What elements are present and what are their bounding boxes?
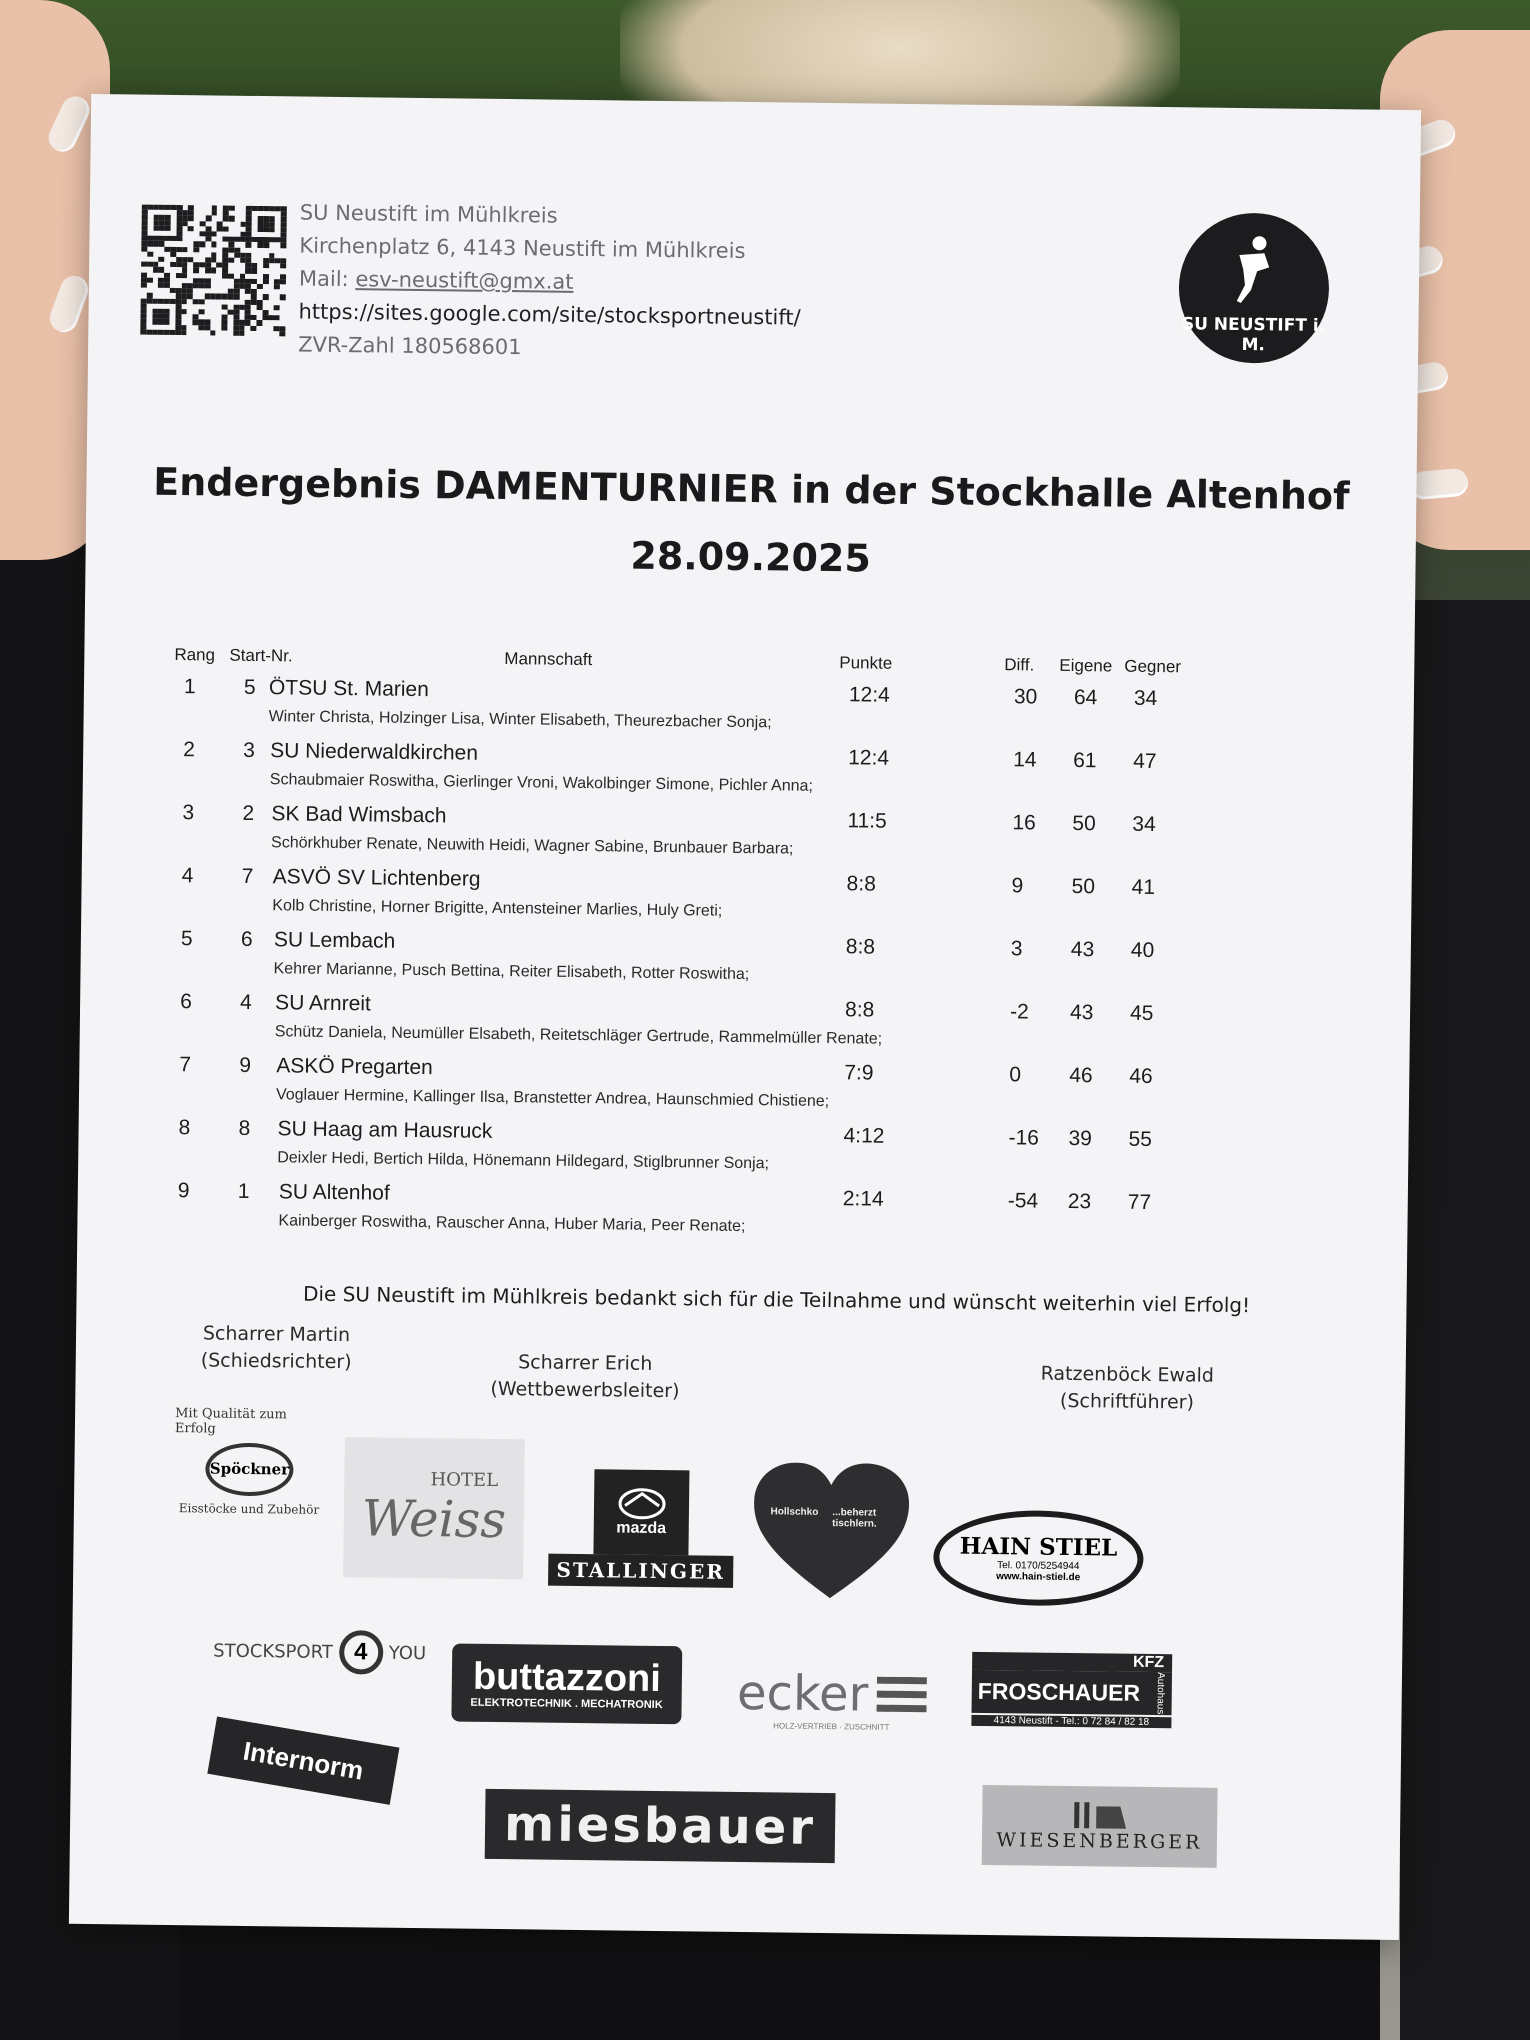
sponsor-wiesenberger <box>982 1785 1218 1868</box>
official-role: (Wettbewerbsleiter) <box>490 1377 680 1403</box>
cell-rang: 4 <box>181 864 194 888</box>
cell-start: 7 <box>241 864 254 888</box>
cell-team: ASKÖ Pregarten <box>276 1054 433 1080</box>
fingernail <box>1409 468 1469 501</box>
official-competition-lead <box>490 1349 680 1405</box>
cell-start: 3 <box>243 738 256 762</box>
official-secretary <box>1040 1361 1214 1417</box>
cell-start: 5 <box>243 675 256 699</box>
cell-team: SU Lembach <box>273 928 396 953</box>
cell-gegner: 47 <box>1133 749 1157 774</box>
cell-rang: 6 <box>180 990 192 1014</box>
sponsor-subtitle: Eisstöcke und Zubehör <box>178 1500 320 1517</box>
sponsor-miesbauer <box>485 1789 836 1863</box>
heart-icon <box>753 1462 910 1604</box>
cell-start: 9 <box>239 1053 252 1077</box>
cell-diff: 30 <box>1013 685 1038 709</box>
cell-start: 2 <box>242 801 255 825</box>
buttazzoni-sub: ELEKTROTECHNIK . MECHATRONIK <box>470 1696 663 1712</box>
froschauer-name: FROSCHAUER <box>977 1677 1141 1706</box>
cell-eigene: 50 <box>1071 874 1096 899</box>
thanks-message: Die SU Neustift im Mühlkreis bedankt sich für die Teilnahme und wünscht weiterhin viel Erfolg! <box>302 1281 1251 1318</box>
team-players: Voglauer Hermine, Kallinger Ilsa, Branstetter Andrea, Haunschmied Chistiene; <box>275 1086 830 1111</box>
sponsor-buttazzoni <box>451 1643 682 1724</box>
official-referee <box>201 1320 352 1376</box>
heart-right-text: ...beherzt tischlern. <box>832 1507 877 1530</box>
stocksport-label: STOCKSPORT <box>213 1640 333 1663</box>
sponsor-hotel-weiss <box>343 1437 525 1579</box>
fingernail <box>46 272 92 336</box>
hain-stiel-name: HAIN STIEL <box>959 1532 1118 1562</box>
cell-eigene: 61 <box>1073 748 1097 773</box>
cell-diff: 16 <box>1012 811 1036 835</box>
cell-punkte: 8:8 <box>845 935 876 959</box>
mazda-logo-icon <box>616 1487 666 1520</box>
cell-rang: 7 <box>179 1053 192 1077</box>
sponsor-hotel-label: HOTEL <box>430 1468 499 1491</box>
ecker-sub: HOLZ-VERTRIEB · ZUSCHNITT <box>773 1720 890 1732</box>
cell-eigene: 50 <box>1072 811 1096 836</box>
internorm-name: Internorm <box>241 1735 366 1786</box>
cell-team: SU Altenhof <box>278 1180 390 1205</box>
sponsor-hotel-name: Weiss <box>361 1488 507 1549</box>
froschauer-kfz: KFZ <box>972 1652 1172 1672</box>
cell-team: ASVÖ SV Lichtenberg <box>272 865 481 891</box>
cell-eigene: 43 <box>1069 1000 1094 1025</box>
official-role: (Schiedsrichter) <box>200 1349 352 1374</box>
org-address: Kirchenplatz 6, 4143 Neustift im Mühlkreis <box>299 233 746 263</box>
stocksport-4-badge: 4 <box>339 1630 384 1675</box>
sponsor-mazda-stallinger <box>548 1460 735 1597</box>
table-row <box>167 1179 1368 1257</box>
org-name: SU Neustift im Mühlkreis <box>299 200 558 228</box>
curler-figure-icon <box>1229 235 1275 306</box>
cell-team: SU Arnreit <box>274 991 371 1016</box>
cell-gegner: 45 <box>1129 1001 1154 1025</box>
results-table <box>167 645 1374 1257</box>
header-eigene: Eigene <box>1059 655 1113 676</box>
cell-gegner: 34 <box>1133 686 1158 711</box>
cell-punkte: 8:8 <box>846 872 876 896</box>
cell-rang: 1 <box>183 675 196 699</box>
header-punkte: Punkte <box>839 653 893 673</box>
org-contact-block <box>298 197 802 368</box>
mail-link: esv-neustift@gmx.at <box>355 267 574 294</box>
cell-punkte: 11:5 <box>847 809 887 833</box>
heart-left-text: Hollschko <box>770 1506 819 1518</box>
cell-gegner: 40 <box>1130 938 1155 962</box>
froschauer-info: 4143 Neustift - Tel.: 0 72 84 / 82 18 <box>971 1714 1171 1727</box>
official-name: Scharrer Erich <box>518 1351 653 1375</box>
cell-diff: -16 <box>1008 1126 1040 1150</box>
team-players: Deixler Hedi, Bertich Hilda, Hönemann Hildegard, Stiglbrunner Sonja; <box>277 1149 770 1173</box>
stocksport-you: YOU <box>388 1642 427 1664</box>
header-diff: Diff. <box>1004 655 1035 675</box>
cell-punkte: 2:14 <box>842 1187 884 1211</box>
page-date: 28.09.2025 <box>630 533 872 581</box>
team-players: Schütz Daniela, Neumüller Elsabeth, Reitetschläger Gertrude, Rammelmüller Renate; <box>274 1023 883 1048</box>
sponsor-internorm <box>207 1716 399 1804</box>
cell-eigene: 23 <box>1067 1189 1092 1214</box>
cell-punkte: 12:4 <box>848 683 890 707</box>
mazda-brand: mazda <box>616 1518 667 1537</box>
sponsor-hain-stiel <box>933 1509 1144 1607</box>
hain-stiel-web: www.hain-stiel.de <box>996 1571 1081 1584</box>
club-logo <box>1178 212 1330 364</box>
sponsor-froschauer <box>971 1650 1172 1730</box>
sponsor-spoeckner <box>174 1395 326 1527</box>
miesbauer-name: miesbauer <box>503 1796 817 1856</box>
sponsor-stocksport4you <box>202 1615 438 1688</box>
cell-start: 4 <box>240 990 252 1014</box>
org-zvr: ZVR-Zahl 180568601 <box>298 332 522 360</box>
cell-rang: 5 <box>180 927 193 951</box>
fingernail <box>44 92 94 156</box>
team-players: Kainberger Roswitha, Rauscher Anna, Huber Maria, Peer Renate; <box>278 1212 746 1236</box>
cell-team: ÖTSU St. Marien <box>268 676 429 702</box>
cell-rang: 2 <box>183 738 196 762</box>
cell-diff: 14 <box>1013 748 1037 772</box>
wiesenberger-name: WIESENBERGER <box>996 1829 1203 1854</box>
cell-diff: 9 <box>1011 874 1024 898</box>
result-sheet <box>69 94 1421 1940</box>
buttazzoni-name: buttazzoni <box>472 1655 662 1701</box>
official-name: Ratzenböck Ewald <box>1040 1362 1215 1387</box>
team-players: Winter Christa, Holzinger Lisa, Winter Elisabeth, Theurezbacher Sonja; <box>268 708 772 732</box>
cell-start: 8 <box>238 1116 251 1140</box>
official-role: (Schriftführer) <box>1059 1389 1195 1414</box>
mazda-badge <box>593 1469 689 1555</box>
official-name: Scharrer Martin <box>202 1322 351 1347</box>
hain-stiel-tel: Tel. 0170/5254944 <box>997 1560 1080 1573</box>
cell-start: 1 <box>237 1179 250 1203</box>
cell-punkte: 4:12 <box>843 1124 885 1148</box>
cell-eigene: 64 <box>1073 685 1098 710</box>
qr-code <box>140 205 287 337</box>
mazda-dealer: STALLINGER <box>548 1554 733 1588</box>
mail-label: Mail: <box>298 266 349 292</box>
cell-team: SK Bad Wimsbach <box>271 802 447 828</box>
cell-start: 6 <box>240 927 253 951</box>
team-players: Kolb Christine, Horner Brigitte, Antensteiner Marlies, Huly Greti; <box>272 897 723 920</box>
cell-rang: 8 <box>178 1116 191 1140</box>
cell-diff: 0 <box>1009 1063 1022 1087</box>
club-logo-text: SU NEUSTIFT i. M. <box>1181 314 1326 356</box>
ecker-stripes-icon <box>876 1676 926 1713</box>
sponsor-slogan: Mit Qualität zum Erfolg <box>174 1405 288 1437</box>
team-players: Kehrer Marianne, Pusch Bettina, Reiter Elisabeth, Rotter Roswitha; <box>273 960 750 984</box>
cell-eigene: 39 <box>1068 1126 1093 1151</box>
sponsor-logo-text: Spöckner <box>205 1442 294 1496</box>
cell-diff: -2 <box>1009 1000 1029 1024</box>
cell-team: SU Niederwaldkirchen <box>270 739 479 765</box>
cell-team: SU Haag am Hausruck <box>277 1117 493 1143</box>
team-players: Schörkhuber Renate, Neuwith Heidi, Wagner Sabine, Brunbauer Barbara; <box>270 834 794 858</box>
ecker-name: ecker <box>736 1664 869 1723</box>
cell-punkte: 12:4 <box>848 746 890 770</box>
cell-gegner: 34 <box>1132 812 1156 837</box>
page-title: Endergebnis DAMENTURNIER in der Stockhalle Altenhof <box>153 459 1350 519</box>
header-start-nr: Start-Nr. <box>229 645 293 666</box>
header-mannschaft: Mannschaft <box>504 649 593 670</box>
cell-gegner: 55 <box>1128 1127 1153 1151</box>
cell-rang: 9 <box>177 1179 190 1203</box>
org-url: https://sites.google.com/site/stocksportneustift/ <box>298 299 801 330</box>
results-body <box>167 675 1374 1257</box>
cell-punkte: 7:9 <box>844 1061 874 1085</box>
cell-diff: 3 <box>1010 937 1023 961</box>
cell-punkte: 8:8 <box>844 998 875 1022</box>
cell-eigene: 46 <box>1069 1063 1093 1088</box>
sponsor-ecker <box>711 1662 952 1735</box>
cell-diff: -54 <box>1007 1189 1039 1213</box>
froschauer-side: Autohaus <box>1154 1672 1167 1715</box>
wiesenberger-logo-icon <box>1070 1800 1130 1831</box>
cell-eigene: 43 <box>1070 937 1095 962</box>
cell-gegner: 46 <box>1129 1064 1153 1088</box>
background-clothing-right <box>1400 600 1530 2040</box>
cell-gegner: 77 <box>1127 1190 1152 1214</box>
cell-rang: 3 <box>182 801 195 825</box>
cell-gegner: 41 <box>1131 875 1156 899</box>
team-players: Schaubmaier Roswitha, Gierlinger Vroni, Wakolbinger Simone, Pichler Anna; <box>269 771 814 795</box>
header-gegner: Gegner <box>1124 656 1182 677</box>
sponsor-heart <box>753 1462 910 1604</box>
header-rang: Rang <box>174 645 216 665</box>
